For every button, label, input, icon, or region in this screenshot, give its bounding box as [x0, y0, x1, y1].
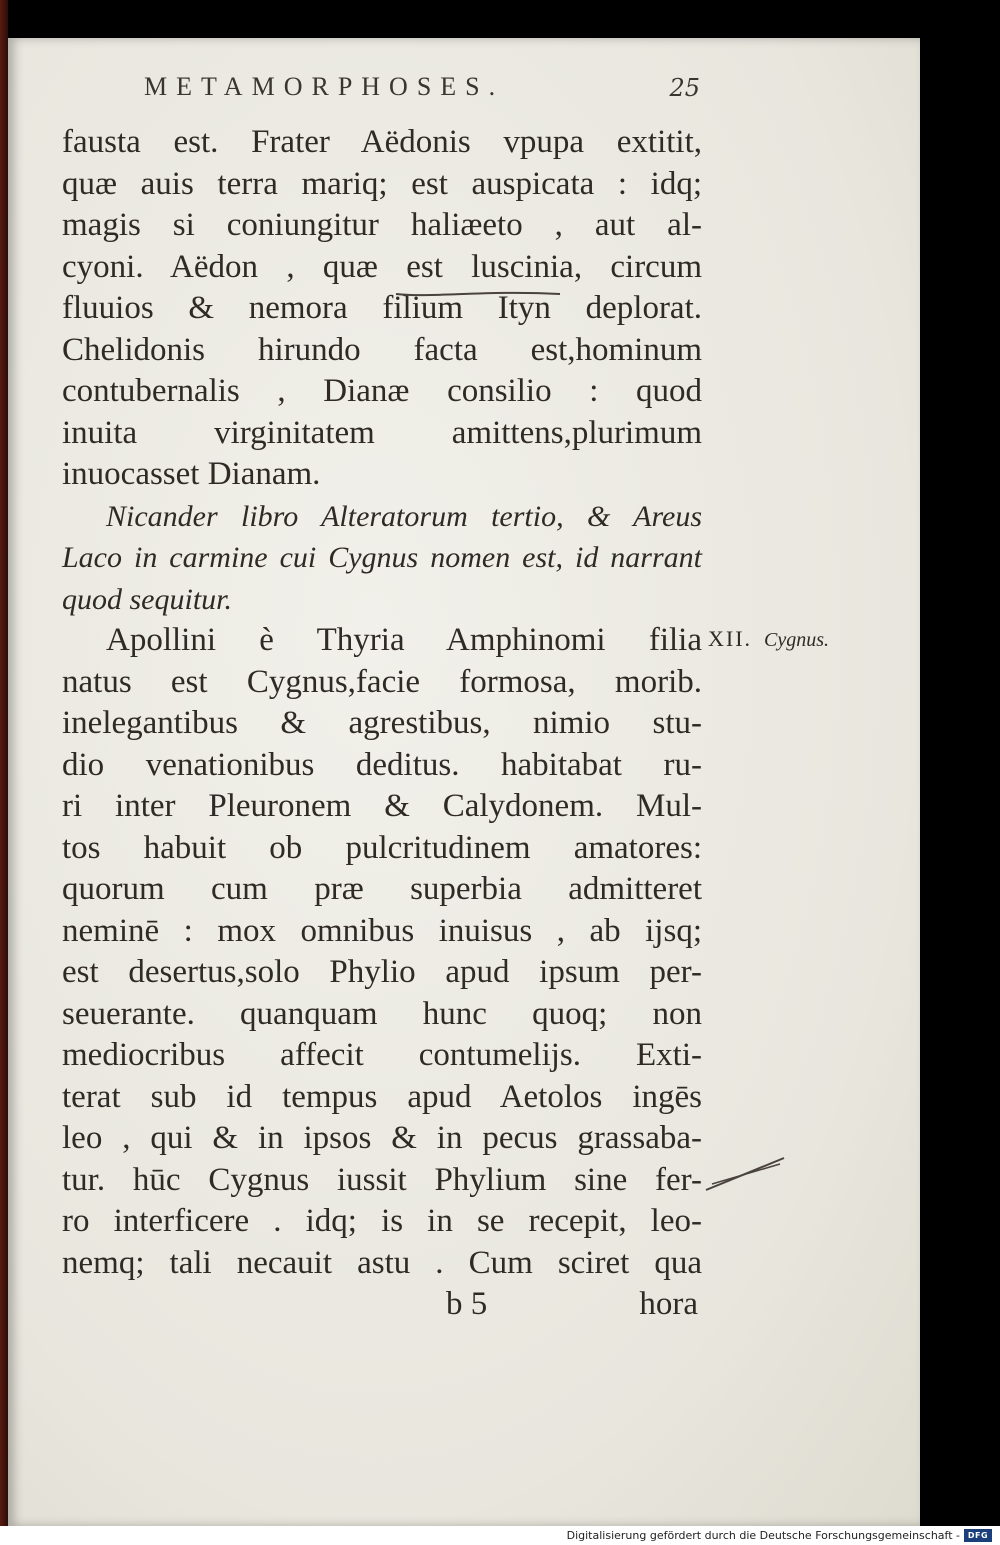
text-line: tos habuit ob pulcritudinem amatores: — [62, 829, 702, 866]
text-line: seuerante. quanquam hunc quoq; non — [62, 995, 702, 1032]
italic-note-line: Laco in carmine cui Cygnus nomen est, id narrant — [62, 541, 702, 574]
text-line: fausta est. Frater Aëdonis vpupa extitit, — [62, 124, 702, 160]
handwritten-pen-mark — [704, 1154, 788, 1194]
book-spine-edge — [0, 0, 8, 1545]
text-line: inelegantibus & agrestibus, nimio stu- — [62, 705, 702, 741]
text-line: inuocasset Dianam. — [62, 456, 321, 492]
text-line: dio venationibus deditus. habitabat ru- — [62, 746, 702, 783]
marginal-number: XII. — [708, 626, 753, 651]
marginal-note — [708, 626, 829, 652]
signature-mark: b 5 — [446, 1286, 488, 1322]
handwritten-underline-mark — [394, 286, 562, 306]
text-line: magis si coniungitur haliæeto , aut al- — [62, 207, 702, 243]
text-line: fluuios & nemora filium Ityn deplorat. — [62, 290, 702, 326]
text-line: quæ auis terra mariq; est auspicata : idq; — [62, 165, 702, 202]
text-line: Chelidonis hirundo facta est,hominum — [62, 331, 702, 368]
text-line: quorum cum præ superbia admitteret — [62, 871, 702, 907]
italic-note-line: Nicander libro Alteratorum tertio, & Areus — [106, 499, 702, 533]
running-head: METAMORPHOSES. — [144, 72, 505, 101]
text-line: inuita virginitatem amittens,plurimum — [62, 414, 702, 451]
text-line: neminē : mox omnibus inuisus , ab ijsq; — [62, 912, 702, 949]
text-line: ri inter Pleuronem & Calydonem. Mul- — [62, 788, 702, 824]
text-line: est desertus,solo Phylio apud ipsum per- — [62, 954, 702, 990]
catchword: hora — [639, 1286, 698, 1322]
page-number: 25 — [669, 74, 700, 102]
text-line: ro interficere . idq; is in se recepit, leo- — [62, 1203, 702, 1239]
catchline — [62, 1286, 702, 1328]
text-line: tur. hūc Cygnus iussit Phylium sine fer- — [62, 1161, 702, 1198]
text-line: nemq; tali necauit astu . Cum sciret qua — [62, 1244, 702, 1281]
text-line: cyoni. Aëdon , quæ est luscinia, circum — [62, 248, 702, 285]
marginal-name: Cygnus. — [764, 629, 830, 651]
italic-note-line: quod sequitur. — [62, 582, 233, 616]
funding-credit: Digitalisierung gefördert durch die Deutsche Forschungsgemeinschaft - — [566, 1529, 960, 1542]
text-line: terat sub id tempus apud Aetolos ingēs — [62, 1078, 702, 1115]
text-line: mediocribus affecit contumelijs. Exti- — [62, 1037, 702, 1073]
footer-bar — [0, 1526, 1000, 1545]
text-line: natus est Cygnus,facie formosa, morib. — [62, 663, 702, 700]
dfg-logo: DFG — [964, 1529, 992, 1542]
text-line: Apollini è Thyria Amphinomi filia — [106, 622, 702, 658]
text-line: leo , qui & in ipsos & in pecus grassaba- — [62, 1120, 702, 1156]
text-line: contubernalis , Dianæ consilio : quod — [62, 373, 702, 409]
main-text-block — [62, 122, 702, 1284]
page-header — [144, 72, 704, 112]
